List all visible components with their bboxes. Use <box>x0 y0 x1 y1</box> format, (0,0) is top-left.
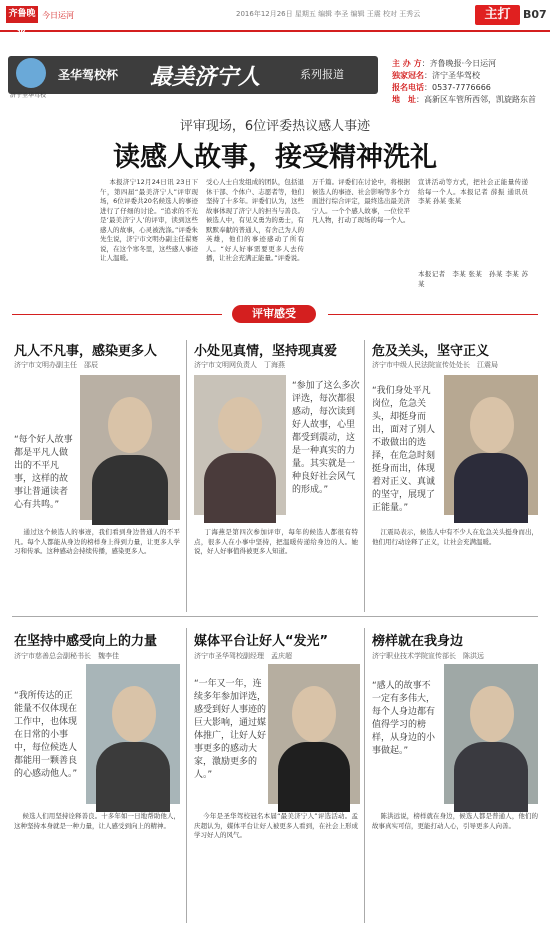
intro-col-2: 受心人士自发组成的团队，包括退休干部、个体户、志愿者等，他们坚持了十多年。评委们认为，这些故事体现了济宁人的担当与善良。候选人中，有见义勇为的勇士，有默默奉献的普通人，有舍己为人的英雄，他们的事迹感动了所有人。“好人好事需要更多人去传播，让社会充满正能量。”评委说。 <box>206 178 304 262</box>
section-title: 危及关头，坚守正义 <box>372 344 490 359</box>
section-title: 媒体平台让好人“发光” <box>194 634 329 649</box>
banner-main-title: 最美济宁人 <box>150 64 261 90</box>
portrait-photo <box>80 375 180 520</box>
section-body: 今年是圣华驾校冠名本届“最美济宁人”评选活动。孟庆超认为，媒体平台让好人被更多人看到，在社会上形成学习好人的风气。 <box>194 812 358 839</box>
banner-sponsor-title: 圣华驾校杯 <box>58 68 119 82</box>
review-section-badge: 评审感受 <box>232 305 316 323</box>
section-byline: 济宁市文明网负责人 丁海燕 <box>194 361 285 369</box>
school-logo-icon <box>16 58 46 88</box>
pull-quote: “参加了这么多次评选，每次都很感动，每次读到好人故事，心里都受到震动，这是一种真实的力量。其实就是一种良好社会风气的形成。” <box>292 381 360 495</box>
sponsor-info: 主 办 方：齐鲁晚报·今日运河 独家冠名：济宁圣华驾校 报名电话：0537-7776666 地 址：高新区车管所西邻，凯旋路东首 <box>392 59 536 104</box>
page-number: B07 <box>523 8 547 21</box>
headline-kicker: 评审现场，6位评委热议感人事迹 <box>179 119 371 134</box>
section-byline: 济宁市慈善总会副秘书长 魏李佳 <box>14 652 119 660</box>
section-body: 陈洪远说，榜样就在身边，候选人都是普通人，他们的故事真实可信，更能打动人心，引导更多人向善。 <box>372 812 539 830</box>
intro-col-1: 本报济宁12月24日讯 23日下午，第四届“最美济宁人”评审现场，6位评委共20名候选人的事迹进行了仔细的讨论。“追求的不光是‘最美济宁人’的评审，读到这些感人的故事，心灵被洗涤。”评委朱先生说，济宁市文明办副主任翟赛说，在这个寒冬里，这些感人事迹让人温暖。 <box>100 178 198 262</box>
section-body: 江震局表示，候选人中有不少人在危急关头挺身而出，他们用行动诠释了正义，让社会充满温暖。 <box>372 528 539 546</box>
portrait-photo <box>194 375 286 515</box>
pull-quote: “我们身处平凡岗位，危急关头，却挺身而出，面对了别人不敢做出的选择，在危急时刻挺身而出，体现着对正义、真诚的坚守，展现了正能量。” <box>372 386 436 513</box>
section-badge: 主打 <box>475 5 520 25</box>
page-title: 读感人故事，接受精神洗礼 <box>113 142 437 173</box>
intro-col-3: 万千篇。评委们在讨论中，将根据候选人的事迹、社会影响等多个方面进行综合评定，最终选出最美济宁人。一个个感人故事，一位位平凡人物，打动了现场的每一个人。 <box>312 178 410 224</box>
banner-series-label: 系列报道 <box>300 68 344 81</box>
portrait-photo <box>444 664 538 804</box>
section-body: 候选人们用坚持诠释善良。十多年如一日地帮助他人，这种坚持本身就是一种力量，让人感受到向上的精神。 <box>14 812 181 830</box>
portrait-photo <box>86 664 180 804</box>
section-body: 丁海燕是第四次参加评审，每年的候选人都很有特点，很多人在小事中坚持，把温暖传递给身边的人。她说，好人好事值得被更多人知道。 <box>194 528 359 555</box>
col-divider <box>186 628 187 923</box>
logo-caption: 济宁圣华驾校 <box>10 92 47 99</box>
col-divider <box>364 340 365 612</box>
pull-quote: “我所传达的正能量不仅体现在工作中，也体现在日常的小事中，每位候选人都能用一颗善良的心感动他人。” <box>14 691 78 779</box>
section-byline: 济宁市文明办副主任 邵辰 <box>14 361 98 369</box>
section-title: 在坚持中感受向上的力量 <box>14 634 158 649</box>
paper-logo: 齐鲁晚报 <box>6 6 38 23</box>
pull-quote: “一年又一年，连续多年参加评选，感受到好人事迹的巨大影响，通过媒体推广，让好人好事更多的感动大家，激励更多的人。” <box>194 679 267 780</box>
intro-col-4: 宣讲活动等方式，把社会正能量传递给每一个人。本报记者 薛振 通讯员 李某 孙某 张某 <box>418 178 531 205</box>
section-byline: 济宁职业技术学院宣传部长 陈洪远 <box>372 652 484 660</box>
row-divider <box>12 616 538 617</box>
pull-quote: “感人的故事不一定有多伟大，每个人身边都有值得学习的榜样，从身边的小事做起。” <box>372 681 436 756</box>
portrait-photo <box>268 664 360 804</box>
section-body: 通过这个候选人的事迹，我们看到身边普通人的不平凡。每个人都能从身边的榜样身上得到力量，让更多人学习和传承。这种感动会持续传播，感染更多人。 <box>14 528 181 555</box>
divider-left <box>12 314 222 315</box>
section-title: 小处见真情，坚持现真爱 <box>194 344 338 359</box>
date-line: 2016年12月26日 星期五 编辑 李圣 编辑 王震 校对 王秀云 <box>236 10 421 18</box>
section-byline: 济宁市圣华驾校副经理 孟庆超 <box>194 652 292 660</box>
section-byline: 济宁市中级人民法院宣传处处长 江震局 <box>372 361 498 369</box>
col-divider <box>364 628 365 923</box>
section-title: 榜样就在我身边 <box>372 634 464 649</box>
pull-quote: “每个好人故事都是平凡人做出的不平凡事，这样的故事让普通读者心有共鸣。” <box>14 435 73 510</box>
portrait-photo <box>444 375 538 515</box>
col-divider <box>186 340 187 612</box>
section-title: 凡人不凡事，感染更多人 <box>14 344 158 359</box>
intro-reporters: 本报记者 李某 张某 孙某 李某 苏某 <box>418 270 528 288</box>
paper-sub: 今日运河 <box>42 11 74 20</box>
divider-right <box>328 314 538 315</box>
